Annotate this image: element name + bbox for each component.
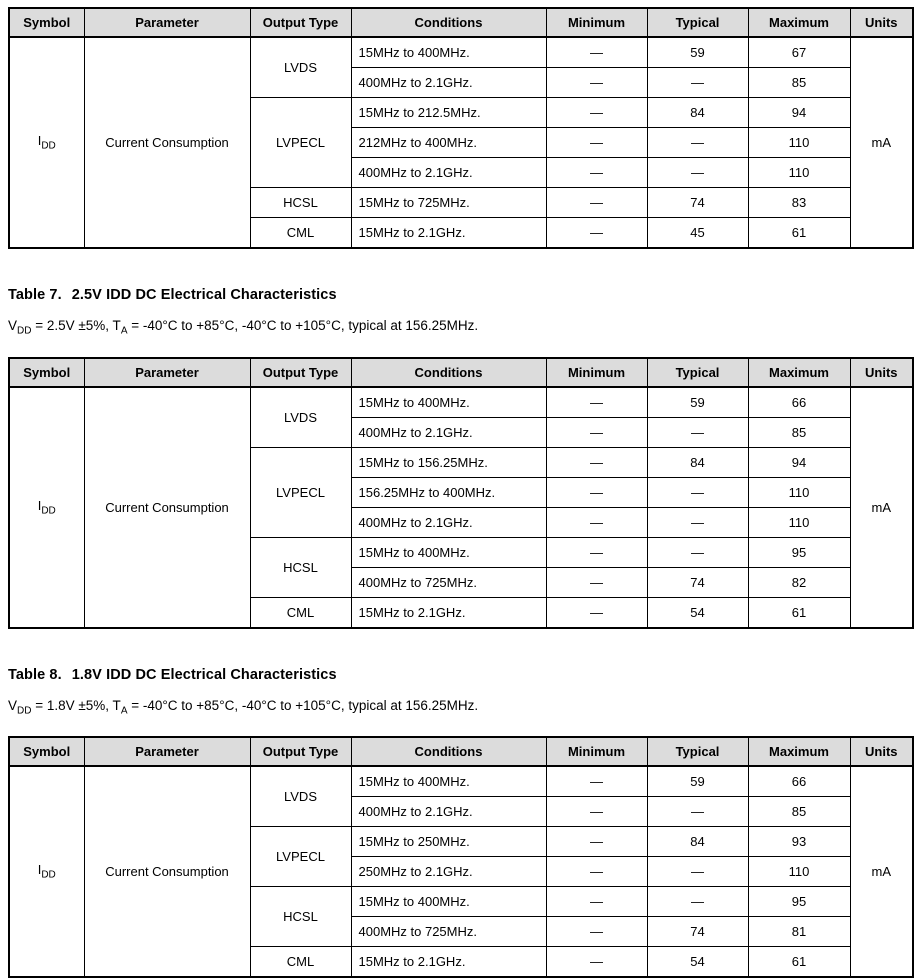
conditions-cell: 400MHz to 725MHz. (351, 567, 546, 597)
table-7-caption (8, 286, 912, 304)
conditions-cell: 15MHz to 400MHz. (351, 37, 546, 68)
table-7-header (9, 358, 913, 387)
table-7-section (8, 286, 912, 629)
typical-cell: — (647, 68, 748, 98)
output-type-cell: CML (250, 597, 351, 628)
maximum-cell: 66 (748, 766, 850, 797)
maximum-cell: 94 (748, 98, 850, 128)
conditions-cell: 400MHz to 2.1GHz. (351, 507, 546, 537)
output-type-cell: CML (250, 218, 351, 249)
symbol-subscript: DD (41, 505, 55, 516)
column-header-output-type: Output Type (250, 358, 351, 387)
header-row (9, 358, 913, 387)
maximum-cell: 67 (748, 37, 850, 68)
conditions-cell: 212MHz to 400MHz. (351, 128, 546, 158)
typical-cell: 84 (647, 827, 748, 857)
parameter-cell: Current Consumption (84, 766, 250, 977)
minimum-cell: — (546, 417, 647, 447)
output-type-cell: HCSL (250, 887, 351, 947)
column-header-typical: Typical (647, 737, 748, 766)
table-caption-title: 1.8V IDD DC Electrical Characteristics (72, 667, 337, 683)
minimum-cell: — (546, 128, 647, 158)
minimum-cell: — (546, 37, 647, 68)
conditions-cell: 400MHz to 2.1GHz. (351, 417, 546, 447)
output-type-cell: LVDS (250, 766, 351, 827)
minimum-cell: — (546, 158, 647, 188)
idd-table-continued-section (8, 7, 912, 249)
idd-table-continued-header (9, 8, 913, 37)
minimum-cell: — (546, 797, 647, 827)
maximum-cell: 110 (748, 128, 850, 158)
vdd-symbol: V (8, 698, 17, 713)
typical-cell: 59 (647, 37, 748, 68)
typical-cell: — (647, 857, 748, 887)
output-type-cell: LVPECL (250, 827, 351, 887)
column-header-maximum: Maximum (748, 358, 850, 387)
column-header-output-type: Output Type (250, 737, 351, 766)
column-header-units: Units (850, 8, 913, 37)
column-header-maximum: Maximum (748, 8, 850, 37)
units-cell: mA (850, 387, 913, 628)
minimum-cell: — (546, 477, 647, 507)
column-header-parameter: Parameter (84, 737, 250, 766)
table-7 (8, 357, 914, 629)
typical-cell: 74 (647, 567, 748, 597)
table-caption-label: Table 8. (8, 667, 62, 683)
output-type-cell: LVDS (250, 387, 351, 448)
column-header-parameter: Parameter (84, 8, 250, 37)
minimum-cell: — (546, 766, 647, 797)
ta-subscript: A (121, 705, 128, 716)
conditions-cell: 15MHz to 212.5MHz. (351, 98, 546, 128)
minimum-cell: — (546, 857, 647, 887)
table-row (9, 37, 913, 68)
symbol-subscript: DD (41, 141, 55, 152)
conditions-cell: 400MHz to 2.1GHz. (351, 68, 546, 98)
minimum-cell: — (546, 68, 647, 98)
conditions-cell: 400MHz to 725MHz. (351, 917, 546, 947)
conditions-cell: 156.25MHz to 400MHz. (351, 477, 546, 507)
maximum-cell: 110 (748, 507, 850, 537)
maximum-cell: 110 (748, 857, 850, 887)
maximum-cell: 61 (748, 947, 850, 978)
typical-cell: 59 (647, 387, 748, 418)
typical-cell: — (647, 128, 748, 158)
output-type-cell: LVDS (250, 37, 351, 98)
typical-cell: 74 (647, 188, 748, 218)
column-header-parameter: Parameter (84, 358, 250, 387)
output-type-cell: LVPECL (250, 98, 351, 188)
table-8-header (9, 737, 913, 766)
column-header-typical: Typical (647, 8, 748, 37)
output-type-cell: HCSL (250, 537, 351, 597)
table-8-section (8, 666, 912, 978)
column-header-conditions: Conditions (351, 737, 546, 766)
typical-cell: — (647, 887, 748, 917)
conditions-cell: 15MHz to 250MHz. (351, 827, 546, 857)
symbol-base: I (38, 498, 42, 513)
maximum-cell: 94 (748, 447, 850, 477)
symbol-cell (9, 387, 84, 628)
conditions-cell: 15MHz to 400MHz. (351, 766, 546, 797)
symbol-base: I (38, 862, 42, 877)
table-caption-label: Table 7. (8, 287, 62, 303)
minimum-cell: — (546, 218, 647, 249)
conditions-cell: 15MHz to 400MHz. (351, 387, 546, 418)
maximum-cell: 83 (748, 188, 850, 218)
maximum-cell: 61 (748, 597, 850, 628)
typical-cell: 74 (647, 917, 748, 947)
table-7-subtitle (8, 316, 912, 341)
subtitle-conditions-mid: = 2.5V ±5%, T (31, 318, 120, 333)
column-header-symbol: Symbol (9, 8, 84, 37)
symbol-cell (9, 37, 84, 248)
subtitle-conditions-rest: = -40°C to +85°C, -40°C to +105°C, typical at 156.25MHz. (127, 318, 478, 333)
conditions-cell: 250MHz to 2.1GHz. (351, 857, 546, 887)
vdd-symbol: V (8, 318, 17, 333)
maximum-cell: 110 (748, 477, 850, 507)
column-header-minimum: Minimum (546, 358, 647, 387)
parameter-cell: Current Consumption (84, 387, 250, 628)
conditions-cell: 15MHz to 400MHz. (351, 887, 546, 917)
maximum-cell: 82 (748, 567, 850, 597)
table-7-body (9, 387, 913, 628)
header-row (9, 737, 913, 766)
table-8-caption (8, 666, 912, 684)
units-cell: mA (850, 37, 913, 248)
output-type-cell: CML (250, 947, 351, 978)
minimum-cell: — (546, 567, 647, 597)
minimum-cell: — (546, 98, 647, 128)
typical-cell: — (647, 158, 748, 188)
maximum-cell: 95 (748, 887, 850, 917)
typical-cell: 45 (647, 218, 748, 249)
minimum-cell: — (546, 917, 647, 947)
table-8 (8, 736, 914, 978)
conditions-cell: 400MHz to 2.1GHz. (351, 158, 546, 188)
typical-cell: 84 (647, 98, 748, 128)
vdd-subscript: DD (17, 326, 31, 337)
table-caption-title: 2.5V IDD DC Electrical Characteristics (72, 287, 337, 303)
symbol-base: I (38, 133, 42, 148)
output-type-cell: HCSL (250, 188, 351, 218)
typical-cell: 54 (647, 947, 748, 978)
maximum-cell: 85 (748, 417, 850, 447)
maximum-cell: 66 (748, 387, 850, 418)
conditions-cell: 400MHz to 2.1GHz. (351, 797, 546, 827)
vdd-subscript: DD (17, 705, 31, 716)
conditions-cell: 15MHz to 2.1GHz. (351, 218, 546, 249)
parameter-cell: Current Consumption (84, 37, 250, 248)
column-header-output-type: Output Type (250, 8, 351, 37)
symbol-cell (9, 766, 84, 977)
minimum-cell: — (546, 188, 647, 218)
typical-cell: 59 (647, 766, 748, 797)
maximum-cell: 95 (748, 537, 850, 567)
header-row (9, 8, 913, 37)
typical-cell: — (647, 477, 748, 507)
minimum-cell: — (546, 947, 647, 978)
ta-subscript: A (121, 326, 128, 337)
table-8-subtitle (8, 696, 912, 721)
column-header-minimum: Minimum (546, 8, 647, 37)
column-header-conditions: Conditions (351, 8, 546, 37)
minimum-cell: — (546, 827, 647, 857)
table-row (9, 766, 913, 797)
minimum-cell: — (546, 597, 647, 628)
maximum-cell: 110 (748, 158, 850, 188)
typical-cell: — (647, 417, 748, 447)
minimum-cell: — (546, 537, 647, 567)
minimum-cell: — (546, 387, 647, 418)
conditions-cell: 15MHz to 2.1GHz. (351, 597, 546, 628)
column-header-minimum: Minimum (546, 737, 647, 766)
table-row (9, 387, 913, 418)
minimum-cell: — (546, 447, 647, 477)
conditions-cell: 15MHz to 156.25MHz. (351, 447, 546, 477)
maximum-cell: 81 (748, 917, 850, 947)
typical-cell: — (647, 537, 748, 567)
conditions-cell: 15MHz to 2.1GHz. (351, 947, 546, 978)
typical-cell: 84 (647, 447, 748, 477)
conditions-cell: 15MHz to 725MHz. (351, 188, 546, 218)
conditions-cell: 15MHz to 400MHz. (351, 537, 546, 567)
units-cell: mA (850, 766, 913, 977)
symbol-subscript: DD (41, 870, 55, 881)
tables-container (8, 7, 912, 978)
column-header-conditions: Conditions (351, 358, 546, 387)
maximum-cell: 85 (748, 797, 850, 827)
typical-cell: — (647, 507, 748, 537)
output-type-cell: LVPECL (250, 447, 351, 537)
maximum-cell: 61 (748, 218, 850, 249)
column-header-typical: Typical (647, 358, 748, 387)
typical-cell: — (647, 797, 748, 827)
idd-table-continued-body (9, 37, 913, 248)
idd-table-continued (8, 7, 914, 249)
column-header-symbol: Symbol (9, 358, 84, 387)
subtitle-conditions-rest: = -40°C to +85°C, -40°C to +105°C, typical at 156.25MHz. (127, 698, 478, 713)
column-header-symbol: Symbol (9, 737, 84, 766)
subtitle-conditions-mid: = 1.8V ±5%, T (31, 698, 120, 713)
column-header-maximum: Maximum (748, 737, 850, 766)
maximum-cell: 93 (748, 827, 850, 857)
table-8-body (9, 766, 913, 977)
maximum-cell: 85 (748, 68, 850, 98)
column-header-units: Units (850, 358, 913, 387)
typical-cell: 54 (647, 597, 748, 628)
minimum-cell: — (546, 507, 647, 537)
column-header-units: Units (850, 737, 913, 766)
minimum-cell: — (546, 887, 647, 917)
